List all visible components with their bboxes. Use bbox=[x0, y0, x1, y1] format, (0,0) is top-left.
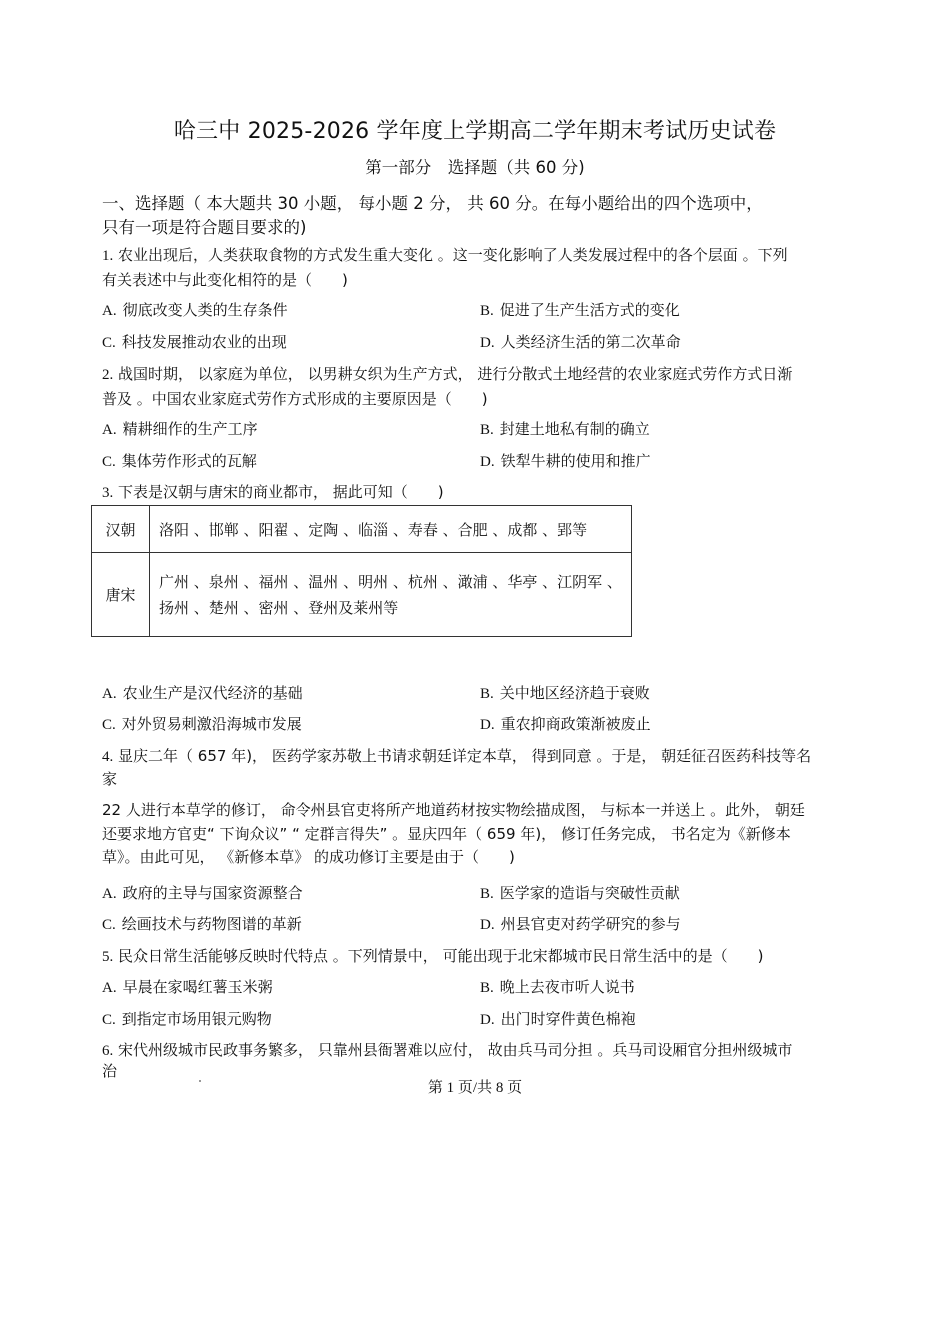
option-key: D. bbox=[480, 454, 495, 470]
stem-text: 战国时期， 以家庭为单位， 以男耕女织为生产方式， 进行分散式土地经营的农业家庭式劳作方式日渐 bbox=[118, 365, 793, 383]
option-key: D. bbox=[480, 717, 495, 733]
option-c[interactable] bbox=[102, 913, 302, 936]
stem-line: 有关表述中与此变化相符的是（ ) bbox=[102, 270, 348, 289]
option-key: C. bbox=[102, 335, 116, 351]
option-text: 医学家的造诣与突破性贡献 bbox=[499, 884, 680, 902]
stem-text: 显庆二年（ 657 年)， 医药学家苏敬上书请求朝廷详定本草， 得到同意 。于是， 朝廷征召医药科技等名 bbox=[118, 747, 812, 765]
stem-line bbox=[102, 945, 858, 970]
stem-line: 普及 。中国农业家庭式劳作方式形成的主要原因是（ ) bbox=[102, 389, 488, 408]
question-5-stem bbox=[102, 945, 858, 970]
option-c[interactable] bbox=[102, 331, 287, 354]
question-number: 3. bbox=[102, 485, 114, 501]
option-key: A. bbox=[102, 886, 117, 902]
question-number: 2. bbox=[102, 367, 114, 383]
stem-line: 22 人进行本草学的修订， 命令州县官吏将所产地道药材按实物绘描成图， 与标本一并送上 。此外， 朝廷 bbox=[102, 801, 805, 819]
option-text: 重农抑商政策渐被废止 bbox=[500, 715, 651, 733]
question-number: 1. bbox=[102, 248, 114, 264]
table-row bbox=[92, 553, 632, 637]
option-a[interactable] bbox=[102, 418, 258, 441]
option-a[interactable] bbox=[102, 299, 288, 322]
dynasty-cell: 唐宋 bbox=[92, 553, 150, 637]
option-key: B. bbox=[480, 886, 494, 902]
question-number: 4. bbox=[102, 749, 114, 765]
option-key: C. bbox=[102, 917, 116, 933]
exam-title: 哈三中 2025-2026 学年度上学期高二学年期末考试历史试卷 bbox=[173, 119, 777, 144]
option-a[interactable] bbox=[102, 682, 303, 705]
page-number: 第 1 页/共 8 页 bbox=[427, 1080, 523, 1096]
option-a[interactable] bbox=[102, 976, 273, 999]
dynasty-cell: 汉朝 bbox=[92, 506, 150, 553]
table-row bbox=[92, 506, 632, 553]
section-instructions bbox=[102, 192, 842, 240]
section-line: 一、选择题（ 本大题共 30 小题， 每小题 2 分， 共 60 分。在每小题给出的四个选项中， bbox=[102, 194, 763, 213]
option-key: B. bbox=[480, 686, 494, 702]
option-key: C. bbox=[102, 1012, 116, 1028]
option-text: 州县官吏对药学研究的参与 bbox=[500, 915, 681, 933]
option-key: A. bbox=[102, 980, 117, 996]
option-key: A. bbox=[102, 303, 117, 319]
option-text: 出门时穿件黄色棉袍 bbox=[500, 1010, 636, 1028]
option-b[interactable] bbox=[480, 882, 680, 905]
question-3-stem bbox=[102, 481, 858, 506]
option-d[interactable] bbox=[480, 331, 681, 354]
option-c[interactable] bbox=[102, 713, 302, 736]
stem-line bbox=[102, 1039, 858, 1064]
option-b[interactable] bbox=[480, 682, 650, 705]
stem-text: 下表是汉朝与唐宋的商业都市， 据此可知（ ) bbox=[118, 483, 444, 501]
option-text: 人类经济生活的第二次革命 bbox=[500, 333, 681, 351]
stem-line bbox=[102, 745, 858, 770]
stem-line: 草》。由此可见， 《新修本草》 的成功修订主要是由于（ ) bbox=[102, 848, 515, 866]
option-key: D. bbox=[480, 335, 495, 351]
option-text: 对外贸易刺激沿海城市发展 bbox=[121, 715, 302, 733]
option-d[interactable] bbox=[480, 713, 651, 736]
stem-line bbox=[102, 363, 858, 388]
option-text: 封建土地私有制的确立 bbox=[499, 420, 650, 438]
option-text: 到指定市场用银元购物 bbox=[121, 1010, 272, 1028]
option-b[interactable] bbox=[480, 418, 650, 441]
stem-line bbox=[102, 244, 858, 269]
option-text: 早晨在家喝红薯玉米粥 bbox=[122, 978, 273, 996]
option-key: C. bbox=[102, 454, 116, 470]
stem-text: 农业出现后，人类获取食物的方式发生重大变化 。这一变化影响了人类发展过程中的各个层面 。下列 bbox=[118, 246, 788, 264]
stem-line bbox=[102, 481, 858, 506]
option-key: A. bbox=[102, 686, 117, 702]
question-number: 6. bbox=[102, 1043, 114, 1059]
option-text: 晚上去夜市听人说书 bbox=[499, 978, 635, 996]
stem-line: 家 bbox=[102, 769, 118, 788]
option-text: 铁犁牛耕的使用和推广 bbox=[500, 452, 651, 470]
option-d[interactable] bbox=[480, 450, 651, 473]
option-text: 科技发展推动农业的出现 bbox=[121, 333, 287, 351]
question-2-stem bbox=[102, 363, 858, 411]
stem-text: 民众日常生活能够反映时代特点 。下列情景中， 可能出现于北宋都城市民日常生活中的是（ ) bbox=[118, 947, 764, 965]
option-d[interactable] bbox=[480, 913, 681, 936]
question-number: 5. bbox=[102, 949, 114, 965]
section-line: 只有一项是符合题目要求的) bbox=[102, 218, 307, 237]
option-text: 促进了生产生活方式的变化 bbox=[499, 301, 680, 319]
option-key: D. bbox=[480, 1012, 495, 1028]
part-subtitle: 第一部分 选择题（共 60 分) bbox=[365, 158, 585, 177]
question-1-stem bbox=[102, 244, 858, 292]
option-b[interactable] bbox=[480, 299, 680, 322]
option-b[interactable] bbox=[480, 976, 635, 999]
cities-cell: 洛阳 、邯郸 、阳翟 、定陶 、临淄 、寿春 、合肥 、成都 、郢等 bbox=[150, 506, 632, 553]
option-key: B. bbox=[480, 980, 494, 996]
stem-line: 治 bbox=[102, 1061, 118, 1080]
option-text: 集体劳作形式的瓦解 bbox=[121, 452, 257, 470]
option-d[interactable] bbox=[480, 1008, 636, 1031]
option-key: B. bbox=[480, 303, 494, 319]
option-text: 绘画技术与药物图谱的革新 bbox=[121, 915, 302, 933]
stem-text: 宋代州级城市民政事务繁多， 只靠州县衙署难以应付， 故由兵马司分担 。兵马司设厢官分担州级城市 bbox=[118, 1041, 793, 1059]
question-4-stem-continued bbox=[102, 799, 858, 870]
option-key: D. bbox=[480, 917, 495, 933]
option-text: 政府的主导与国家资源整合 bbox=[122, 884, 303, 902]
option-text: 彻底改变人类的生存条件 bbox=[122, 301, 288, 319]
option-c[interactable] bbox=[102, 450, 257, 473]
option-a[interactable] bbox=[102, 882, 303, 905]
cities-cell: 广州 、泉州 、福州 、温州 、明州 、杭州 、澉浦 、华亭 、江阴军 、扬州 、楚州 、密州 、登州及莱州等 bbox=[150, 553, 632, 637]
stem-line: 还要求地方官吏“ 下询众议” “ 定群言得失” 。显庆四年（ 659 年)， 修订任务完成， 书名定为《新修本 bbox=[102, 824, 791, 843]
option-text: 关中地区经济趋于衰败 bbox=[499, 684, 650, 702]
option-key: A. bbox=[102, 422, 117, 438]
option-text: 农业生产是汉代经济的基础 bbox=[122, 684, 303, 702]
option-c[interactable] bbox=[102, 1008, 272, 1031]
question-4-stem bbox=[102, 745, 858, 791]
commercial-cities-table bbox=[91, 505, 632, 637]
option-text: 精耕细作的生产工序 bbox=[122, 420, 258, 438]
option-key: C. bbox=[102, 717, 116, 733]
option-key: B. bbox=[480, 422, 494, 438]
